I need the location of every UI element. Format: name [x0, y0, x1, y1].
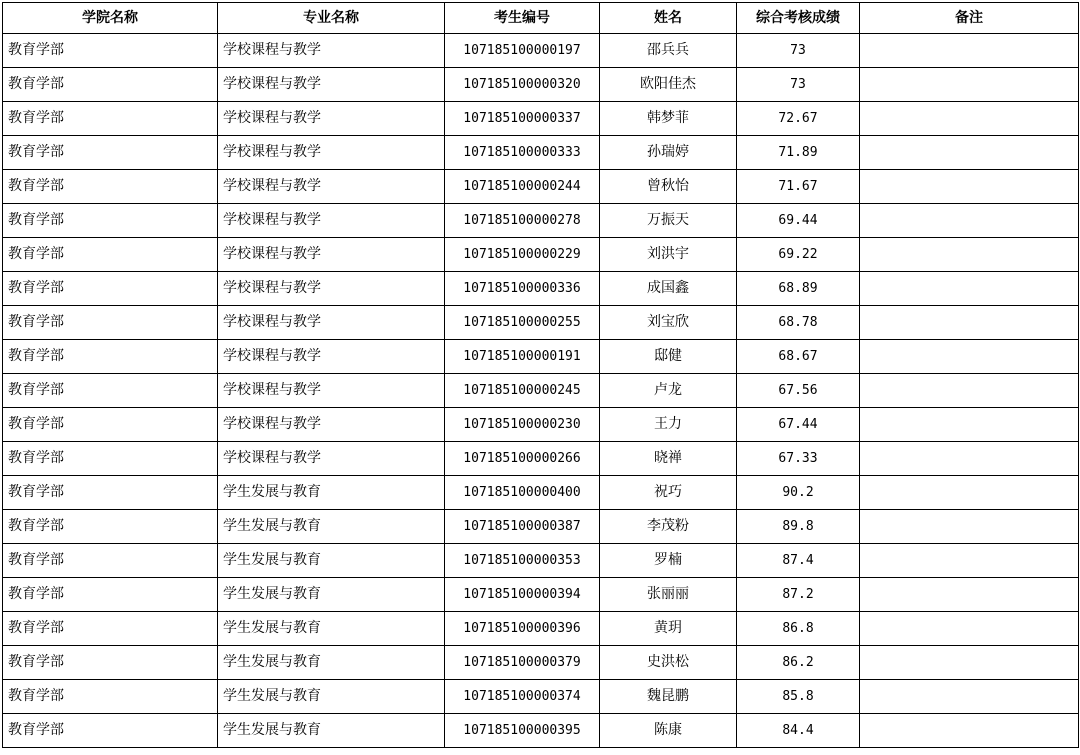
cell-score: 90.2: [737, 476, 860, 510]
cell-college: 教育学部: [3, 510, 218, 544]
cell-candidate-id: 107185100000394: [445, 578, 600, 612]
cell-name: 成国鑫: [600, 272, 737, 306]
cell-name: 魏昆鹏: [600, 680, 737, 714]
table-row: [3, 34, 1079, 68]
cell-major: 学校课程与教学: [218, 374, 445, 408]
cell-major: 学校课程与教学: [218, 238, 445, 272]
cell-note: [860, 510, 1079, 544]
cell-college: 教育学部: [3, 306, 218, 340]
table-row: [3, 68, 1079, 102]
table-row: [3, 136, 1079, 170]
cell-candidate-id: 107185100000229: [445, 238, 600, 272]
table-row: [3, 272, 1079, 306]
table-row: [3, 306, 1079, 340]
header-score: 综合考核成绩: [737, 3, 860, 34]
cell-candidate-id: 107185100000230: [445, 408, 600, 442]
cell-major: 学校课程与教学: [218, 170, 445, 204]
cell-name: 晓禅: [600, 442, 737, 476]
header-name: 姓名: [600, 3, 737, 34]
cell-name: 王力: [600, 408, 737, 442]
cell-note: [860, 238, 1079, 272]
cell-score: 68.78: [737, 306, 860, 340]
cell-score: 89.8: [737, 510, 860, 544]
cell-major: 学生发展与教育: [218, 510, 445, 544]
cell-candidate-id: 107185100000400: [445, 476, 600, 510]
cell-note: [860, 374, 1079, 408]
cell-college: 教育学部: [3, 68, 218, 102]
table-row: [3, 374, 1079, 408]
table-row: [3, 714, 1079, 748]
cell-college: 教育学部: [3, 714, 218, 748]
cell-score: 67.56: [737, 374, 860, 408]
cell-note: [860, 612, 1079, 646]
cell-college: 教育学部: [3, 204, 218, 238]
cell-note: [860, 578, 1079, 612]
table-row: [3, 340, 1079, 374]
cell-candidate-id: 107185100000336: [445, 272, 600, 306]
cell-note: [860, 68, 1079, 102]
cell-major: 学生发展与教育: [218, 578, 445, 612]
cell-note: [860, 340, 1079, 374]
cell-note: [860, 306, 1079, 340]
cell-score: 72.67: [737, 102, 860, 136]
cell-candidate-id: 107185100000278: [445, 204, 600, 238]
cell-name: 张丽丽: [600, 578, 737, 612]
cell-candidate-id: 107185100000353: [445, 544, 600, 578]
cell-college: 教育学部: [3, 34, 218, 68]
cell-score: 87.4: [737, 544, 860, 578]
cell-major: 学校课程与教学: [218, 136, 445, 170]
cell-score: 68.89: [737, 272, 860, 306]
cell-candidate-id: 107185100000197: [445, 34, 600, 68]
cell-note: [860, 136, 1079, 170]
cell-major: 学校课程与教学: [218, 102, 445, 136]
cell-college: 教育学部: [3, 680, 218, 714]
cell-score: 73: [737, 34, 860, 68]
cell-note: [860, 442, 1079, 476]
cell-candidate-id: 107185100000320: [445, 68, 600, 102]
cell-score: 67.33: [737, 442, 860, 476]
cell-name: 卢龙: [600, 374, 737, 408]
cell-college: 教育学部: [3, 170, 218, 204]
cell-name: 李茂粉: [600, 510, 737, 544]
cell-candidate-id: 107185100000395: [445, 714, 600, 748]
cell-note: [860, 204, 1079, 238]
cell-major: 学校课程与教学: [218, 442, 445, 476]
cell-college: 教育学部: [3, 408, 218, 442]
cell-score: 73: [737, 68, 860, 102]
cell-note: [860, 102, 1079, 136]
cell-candidate-id: 107185100000374: [445, 680, 600, 714]
score-table: [2, 2, 1079, 748]
cell-score: 69.44: [737, 204, 860, 238]
cell-major: 学校课程与教学: [218, 34, 445, 68]
cell-college: 教育学部: [3, 612, 218, 646]
cell-note: [860, 408, 1079, 442]
cell-name: 罗楠: [600, 544, 737, 578]
cell-score: 85.8: [737, 680, 860, 714]
cell-major: 学校课程与教学: [218, 204, 445, 238]
cell-score: 69.22: [737, 238, 860, 272]
cell-college: 教育学部: [3, 238, 218, 272]
cell-college: 教育学部: [3, 646, 218, 680]
header-row: [3, 3, 1079, 34]
cell-major: 学生发展与教育: [218, 476, 445, 510]
cell-college: 教育学部: [3, 544, 218, 578]
cell-major: 学校课程与教学: [218, 340, 445, 374]
table-row: [3, 408, 1079, 442]
cell-candidate-id: 107185100000191: [445, 340, 600, 374]
cell-score: 67.44: [737, 408, 860, 442]
cell-note: [860, 680, 1079, 714]
cell-college: 教育学部: [3, 476, 218, 510]
table-row: [3, 102, 1079, 136]
table-row: [3, 170, 1079, 204]
cell-college: 教育学部: [3, 374, 218, 408]
cell-name: 邸健: [600, 340, 737, 374]
header-major: 专业名称: [218, 3, 445, 34]
cell-candidate-id: 107185100000379: [445, 646, 600, 680]
cell-candidate-id: 107185100000333: [445, 136, 600, 170]
table-row: [3, 612, 1079, 646]
cell-major: 学生发展与教育: [218, 612, 445, 646]
cell-college: 教育学部: [3, 340, 218, 374]
cell-college: 教育学部: [3, 272, 218, 306]
cell-name: 刘宝欣: [600, 306, 737, 340]
cell-name: 欧阳佳杰: [600, 68, 737, 102]
cell-candidate-id: 107185100000245: [445, 374, 600, 408]
cell-note: [860, 544, 1079, 578]
cell-name: 祝巧: [600, 476, 737, 510]
cell-candidate-id: 107185100000396: [445, 612, 600, 646]
cell-score: 86.8: [737, 612, 860, 646]
table-body: [3, 34, 1079, 748]
table-row: [3, 442, 1079, 476]
cell-candidate-id: 107185100000387: [445, 510, 600, 544]
cell-major: 学校课程与教学: [218, 272, 445, 306]
cell-college: 教育学部: [3, 578, 218, 612]
cell-major: 学生发展与教育: [218, 714, 445, 748]
cell-candidate-id: 107185100000255: [445, 306, 600, 340]
cell-name: 黄玥: [600, 612, 737, 646]
cell-note: [860, 646, 1079, 680]
cell-name: 刘洪宇: [600, 238, 737, 272]
cell-note: [860, 272, 1079, 306]
cell-name: 邵兵兵: [600, 34, 737, 68]
cell-candidate-id: 107185100000266: [445, 442, 600, 476]
cell-major: 学生发展与教育: [218, 646, 445, 680]
cell-college: 教育学部: [3, 102, 218, 136]
cell-major: 学校课程与教学: [218, 306, 445, 340]
table-row: [3, 680, 1079, 714]
cell-name: 陈康: [600, 714, 737, 748]
cell-candidate-id: 107185100000337: [445, 102, 600, 136]
table-header: [3, 3, 1079, 34]
header-college: 学院名称: [3, 3, 218, 34]
cell-name: 韩梦菲: [600, 102, 737, 136]
cell-major: 学生发展与教育: [218, 680, 445, 714]
cell-major: 学校课程与教学: [218, 68, 445, 102]
table-row: [3, 578, 1079, 612]
cell-note: [860, 476, 1079, 510]
table-row: [3, 204, 1079, 238]
cell-note: [860, 34, 1079, 68]
table-row: [3, 238, 1079, 272]
cell-score: 71.89: [737, 136, 860, 170]
cell-score: 84.4: [737, 714, 860, 748]
table-row: [3, 476, 1079, 510]
cell-candidate-id: 107185100000244: [445, 170, 600, 204]
cell-name: 万振天: [600, 204, 737, 238]
cell-name: 史洪松: [600, 646, 737, 680]
cell-major: 学校课程与教学: [218, 408, 445, 442]
cell-college: 教育学部: [3, 136, 218, 170]
cell-score: 71.67: [737, 170, 860, 204]
table-row: [3, 544, 1079, 578]
cell-major: 学生发展与教育: [218, 544, 445, 578]
cell-score: 87.2: [737, 578, 860, 612]
header-candidate-id: 考生编号: [445, 3, 600, 34]
table-row: [3, 510, 1079, 544]
cell-score: 86.2: [737, 646, 860, 680]
cell-note: [860, 714, 1079, 748]
cell-college: 教育学部: [3, 442, 218, 476]
header-note: 备注: [860, 3, 1079, 34]
table-row: [3, 646, 1079, 680]
cell-score: 68.67: [737, 340, 860, 374]
cell-name: 曾秋怡: [600, 170, 737, 204]
cell-name: 孙瑞婷: [600, 136, 737, 170]
cell-note: [860, 170, 1079, 204]
